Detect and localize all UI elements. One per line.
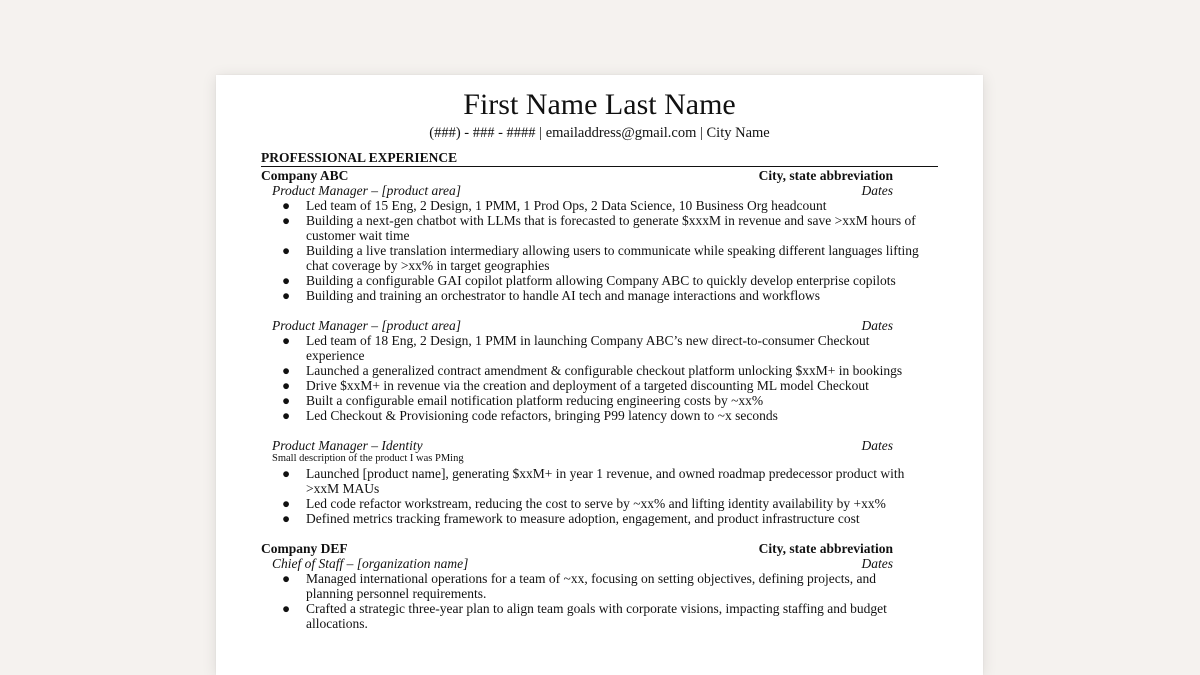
bullet-icon: ● <box>282 288 291 303</box>
role-title: Chief of Staff – [organization name] <box>272 556 469 571</box>
bullet-icon: ● <box>282 213 291 228</box>
bullet-text: Building a live translation intermediary allowing users to communicate while speaking different languages lifting <box>306 243 919 258</box>
bullet-icon: ● <box>282 408 291 423</box>
company-name: Company ABC <box>261 168 349 183</box>
bullet-text: Drive $xxM+ in revenue via the creation and deployment of a targeted discounting ML model Checkout <box>306 378 869 393</box>
bullet-icon: ● <box>282 333 291 348</box>
role-title: Product Manager – Identity <box>272 438 423 453</box>
role-title: Product Manager – [product area] <box>272 318 461 333</box>
bullet-icon: ● <box>282 601 291 616</box>
bullet-text: Led code refactor workstream, reducing the cost to serve by ~xx% and lifting identity availability by +xx% <box>306 496 886 511</box>
section-divider <box>261 166 938 167</box>
bullet-icon: ● <box>282 273 291 288</box>
bullet-text: Building and training an orchestrator to handle AI tech and manage interactions and workflows <box>306 288 820 303</box>
bullet-text: Built a configurable email notification platform reducing engineering costs by ~xx% <box>306 393 764 408</box>
company-location: City, state abbreviation <box>758 541 893 556</box>
bullet-icon: ● <box>282 571 291 586</box>
bullet-text-continued: customer wait time <box>306 228 410 243</box>
bullet-icon: ● <box>282 363 291 378</box>
role-dates: Dates <box>861 438 893 453</box>
bullet-text: Led team of 15 Eng, 2 Design, 1 PMM, 1 Prod Ops, 2 Data Science, 10 Business Org headcount <box>306 198 827 213</box>
company-name: Company DEF <box>261 541 348 556</box>
role-dates: Dates <box>861 556 893 571</box>
role-description: Small description of the product I was PMing <box>272 453 464 464</box>
bullet-text: Defined metrics tracking framework to measure adoption, engagement, and product infrastructure cost <box>306 511 860 526</box>
bullet-text-continued: chat coverage by >xx% in target geographies <box>306 258 550 273</box>
role-title: Product Manager – [product area] <box>272 183 461 198</box>
bullet-icon: ● <box>282 243 291 258</box>
bullet-icon: ● <box>282 496 291 511</box>
section-title: PROFESSIONAL EXPERIENCE <box>261 150 458 165</box>
bullet-text-continued: experience <box>306 348 365 363</box>
company-location: City, state abbreviation <box>758 168 893 183</box>
bullet-text: Led Checkout & Provisioning code refactors, bringing P99 latency down to ~x seconds <box>306 408 778 423</box>
bullet-text: Launched a generalized contract amendment & configurable checkout platform unlocking $xxM+ in bookings <box>306 363 903 378</box>
contact-line: (###) - ### - #### | emailaddress@gmail.com | City Name <box>429 125 770 141</box>
bullet-text: Launched [product name], generating $xxM+ in year 1 revenue, and owned roadmap predecessor product with <box>306 466 905 481</box>
bullet-icon: ● <box>282 466 291 481</box>
bullet-text: Building a next-gen chatbot with LLMs that is forecasted to generate $xxxM in revenue and save >xxM hours of <box>306 213 916 228</box>
bullet-text: Managed international operations for a team of ~xx, focusing on setting objectives, defining projects, and <box>306 571 877 586</box>
bullet-text-continued: planning personnel requirements. <box>306 586 487 601</box>
bullet-icon: ● <box>282 511 291 526</box>
bullet-text: Building a configurable GAI copilot platform allowing Company ABC to quickly develop enterprise copilots <box>306 273 896 288</box>
bullet-text: Led team of 18 Eng, 2 Design, 1 PMM in launching Company ABC’s new direct-to-consumer Checkout <box>306 333 870 348</box>
resume-page <box>216 75 983 675</box>
bullet-icon: ● <box>282 378 291 393</box>
bullet-text-continued: allocations. <box>306 616 368 631</box>
bullet-icon: ● <box>282 393 291 408</box>
bullet-icon: ● <box>282 198 291 213</box>
candidate-name: First Name Last Name <box>463 88 736 121</box>
bullet-text-continued: >xxM MAUs <box>306 481 380 496</box>
role-dates: Dates <box>861 183 893 198</box>
role-dates: Dates <box>861 318 893 333</box>
bullet-text: Crafted a strategic three-year plan to align team goals with corporate visions, impacting staffing and budget <box>306 601 887 616</box>
